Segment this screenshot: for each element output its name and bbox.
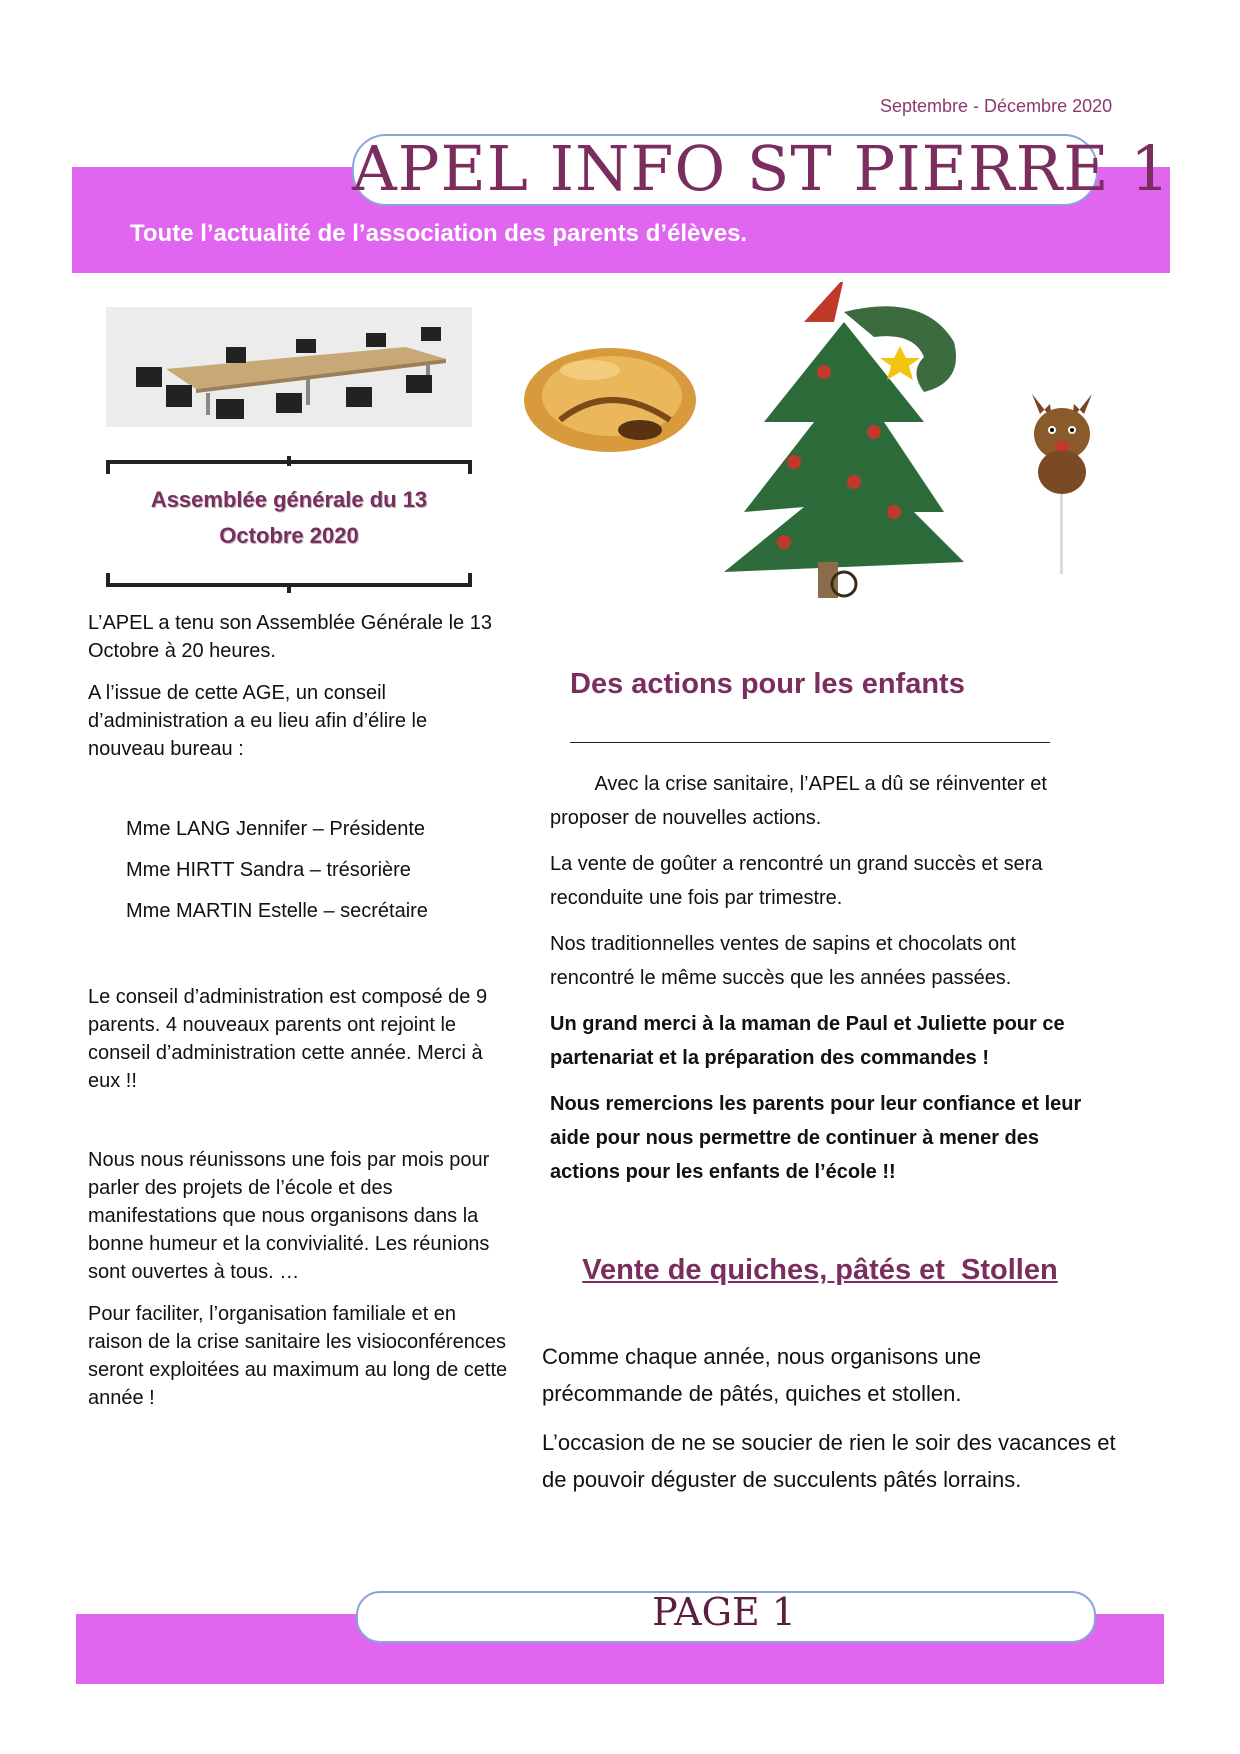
chocolate-reindeer-image bbox=[1022, 384, 1102, 574]
page-number: PAGE 1 bbox=[652, 1590, 796, 1634]
paragraph: La vente de goûter a rencontré un grand succès et sera reconduite une fois par trimestre. bbox=[550, 853, 1043, 909]
assembly-details bbox=[88, 983, 508, 1109]
tagline: Toute l’actualité de l’association des parents d’élèves. bbox=[130, 220, 748, 247]
paragraph: L’occasion de ne se soucier de rien le soir des vacances et de pouvoir déguster de succulents pâtés lorrains. bbox=[542, 1430, 1116, 1492]
paragraph: Nos traditionnelles ventes de sapins et chocolats ont rencontré le même succès que les années passées. bbox=[550, 933, 1016, 989]
assembly-heading-line1: Assemblée générale du 13 bbox=[150, 487, 428, 512]
bureau-member: Mme HIRTT Sandra – trésorière bbox=[126, 859, 411, 881]
christmas-tree-image bbox=[724, 282, 964, 600]
bureau-member: Mme MARTIN Estelle – secrétaire bbox=[126, 900, 428, 922]
actions-body bbox=[550, 767, 1100, 1201]
assembly-intro bbox=[88, 609, 508, 777]
paragraph: A l’issue de cette AGE, un conseil d’administration a eu lieu afin d’élire le nouveau bureau : bbox=[88, 682, 428, 760]
paragraph: Le conseil d’administration est composé de 9 parents. 4 nouveaux parents ont rejoint le conseil d’administration cette année. Merci à eux !! bbox=[88, 986, 488, 1092]
assembly-heading-line2: Octobre 2020 bbox=[219, 523, 359, 548]
bureau-list bbox=[126, 818, 526, 941]
issue-date: Septembre - Décembre 2020 bbox=[880, 96, 1113, 116]
meeting-room-image bbox=[106, 307, 472, 427]
assembly-meetings bbox=[88, 1146, 508, 1426]
bracket-tick bbox=[287, 583, 291, 593]
paragraph: Pour faciliter, l’organisation familiale et en raison de la crise sanitaire les visioconférences seront exploitées au maximum au long de cette année ! bbox=[88, 1303, 508, 1409]
paragraph: L’APEL a tenu son Assemblée Générale le 13 Octobre à 20 heures. bbox=[88, 612, 492, 662]
newsletter-title: APEL INFO ST PIERRE 1 bbox=[352, 132, 1171, 205]
paragraph: Nous nous réunissons une fois par mois pour parler des projets de l’école et des manifestations que nous organisons dans la bonne humeur et la convivialité. Les réunions sont ouvertes à tous. … bbox=[88, 1149, 490, 1283]
paragraph: Comme chaque année, nous organisons une précommande de pâtés, quiches et stollen. bbox=[542, 1344, 982, 1406]
heading-rule bbox=[570, 742, 1050, 743]
paragraph: Avec la crise sanitaire, l’APEL a dû se réinventer et proposer de nouvelles actions. bbox=[550, 773, 1053, 829]
vente-body bbox=[542, 1338, 1122, 1510]
bracket-tick bbox=[287, 456, 291, 466]
pastry-image bbox=[520, 330, 700, 460]
bureau-member: Mme LANG Jennifer – Présidente bbox=[126, 818, 426, 840]
paragraph-bold: Un grand merci à la maman de Paul et Juliette pour ce partenariat et la préparation des commandes ! bbox=[550, 1013, 1065, 1069]
actions-heading: Des actions pour les enfants bbox=[570, 668, 965, 700]
assembly-heading bbox=[106, 482, 472, 554]
vente-heading: Vente de quiches, pâtés et Stollen bbox=[582, 1254, 1058, 1286]
paragraph-bold: Nous remercions les parents pour leur confiance et leur aide pour nous permettre de continuer à mener des actions pour les enfants de l’école !! bbox=[550, 1093, 1082, 1183]
